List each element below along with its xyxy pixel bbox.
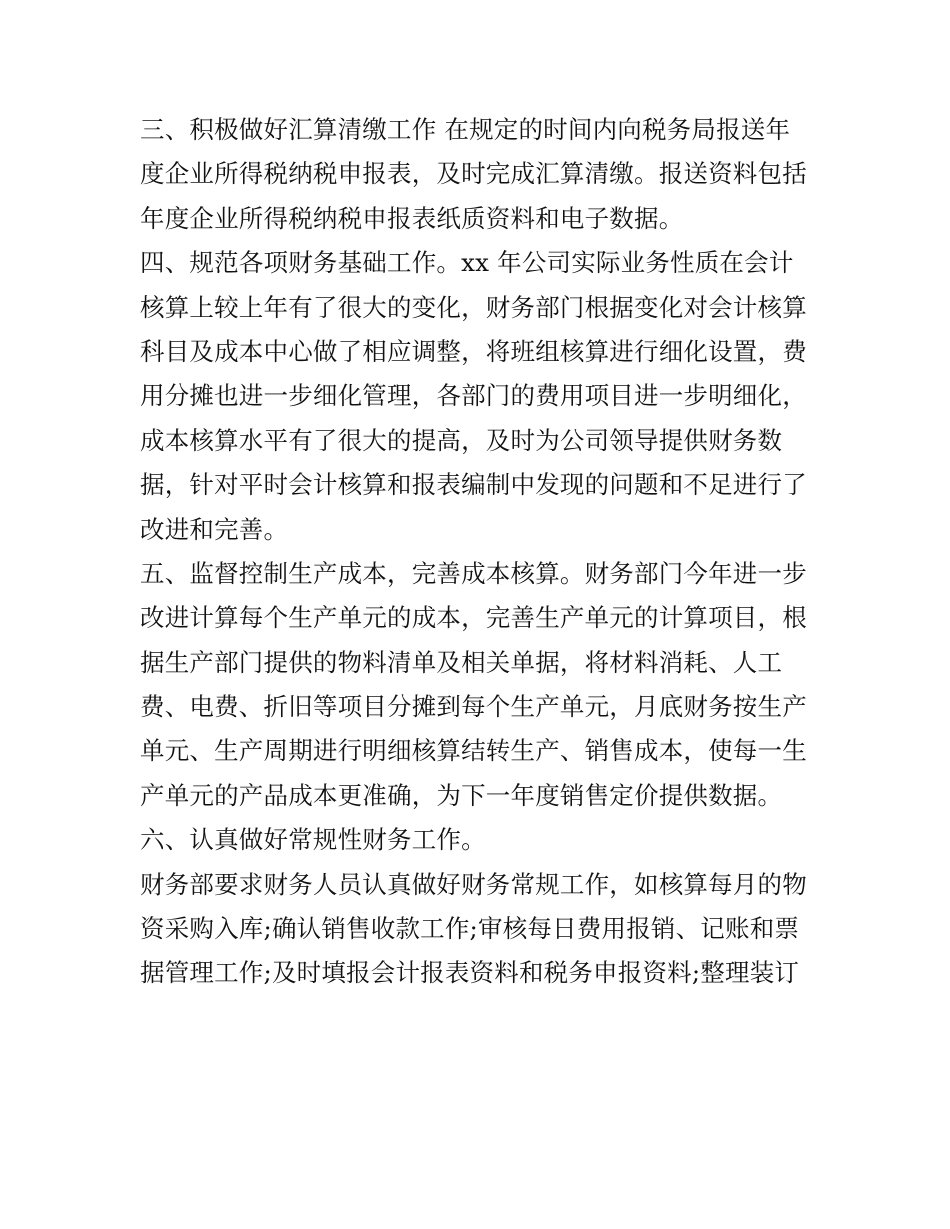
text-line: 据生产部门提供的物料清单及相关单据，将材料消耗、人工: [140, 647, 783, 677]
text-line: 改进和完善。: [140, 514, 289, 544]
text-line: 度企业所得税纳税申报表，及时完成汇算清缴。报送资料包括: [140, 159, 807, 189]
text-line: 年度企业所得税纳税申报表纸质资料和电子数据。: [140, 203, 684, 233]
text-line: 四、规范各项财务基础工作。xx 年公司实际业务性质在会计: [140, 248, 794, 278]
text-line: 六、认真做好常规性财务工作。: [140, 825, 486, 855]
text-line: 五、监督控制生产成本，完善成本核算。财务部门今年进一步: [140, 558, 807, 588]
text-line: 三、积极做好汇算清缴工作 在规定的时间内向税务局报送年: [140, 115, 791, 144]
text-line: 据，针对平时会计核算和报表编制中发现的问题和不足进行了: [140, 470, 807, 500]
text-line: 单元、生产周期进行明细核算结转生产、销售成本，使每一生: [140, 736, 807, 766]
text-line: 费、电费、折旧等项目分摊到每个生产单元，月底财务按生产: [140, 692, 807, 722]
document-body: [140, 108, 830, 996]
text-line: 用分摊也进一步细化管理，各部门的费用项目进一步明细化，: [140, 381, 807, 411]
text-line: 据管理工作;及时填报会计报表资料和税务申报资料;整理装订: [140, 958, 800, 988]
text-line: 核算上较上年有了很大的变化，财务部门根据变化对会计核算: [140, 292, 807, 322]
text-line: 改进计算每个生产单元的成本，完善生产单元的计算项目，根: [140, 603, 807, 633]
text-line: 资采购入库;确认销售收款工作;审核每日费用报销、记账和票: [140, 914, 800, 944]
text-line: 财务部要求财务人员认真做好财务常规工作，如核算每月的物: [140, 869, 807, 899]
text-line: 产单元的产品成本更准确，为下一年度销售定价提供数据。: [140, 780, 783, 810]
text-line: 科目及成本中心做了相应调整，将班组核算进行细化设置，费: [140, 336, 807, 366]
text-line: 成本核算水平有了很大的提高，及时为公司领导提供财务数: [140, 425, 783, 455]
